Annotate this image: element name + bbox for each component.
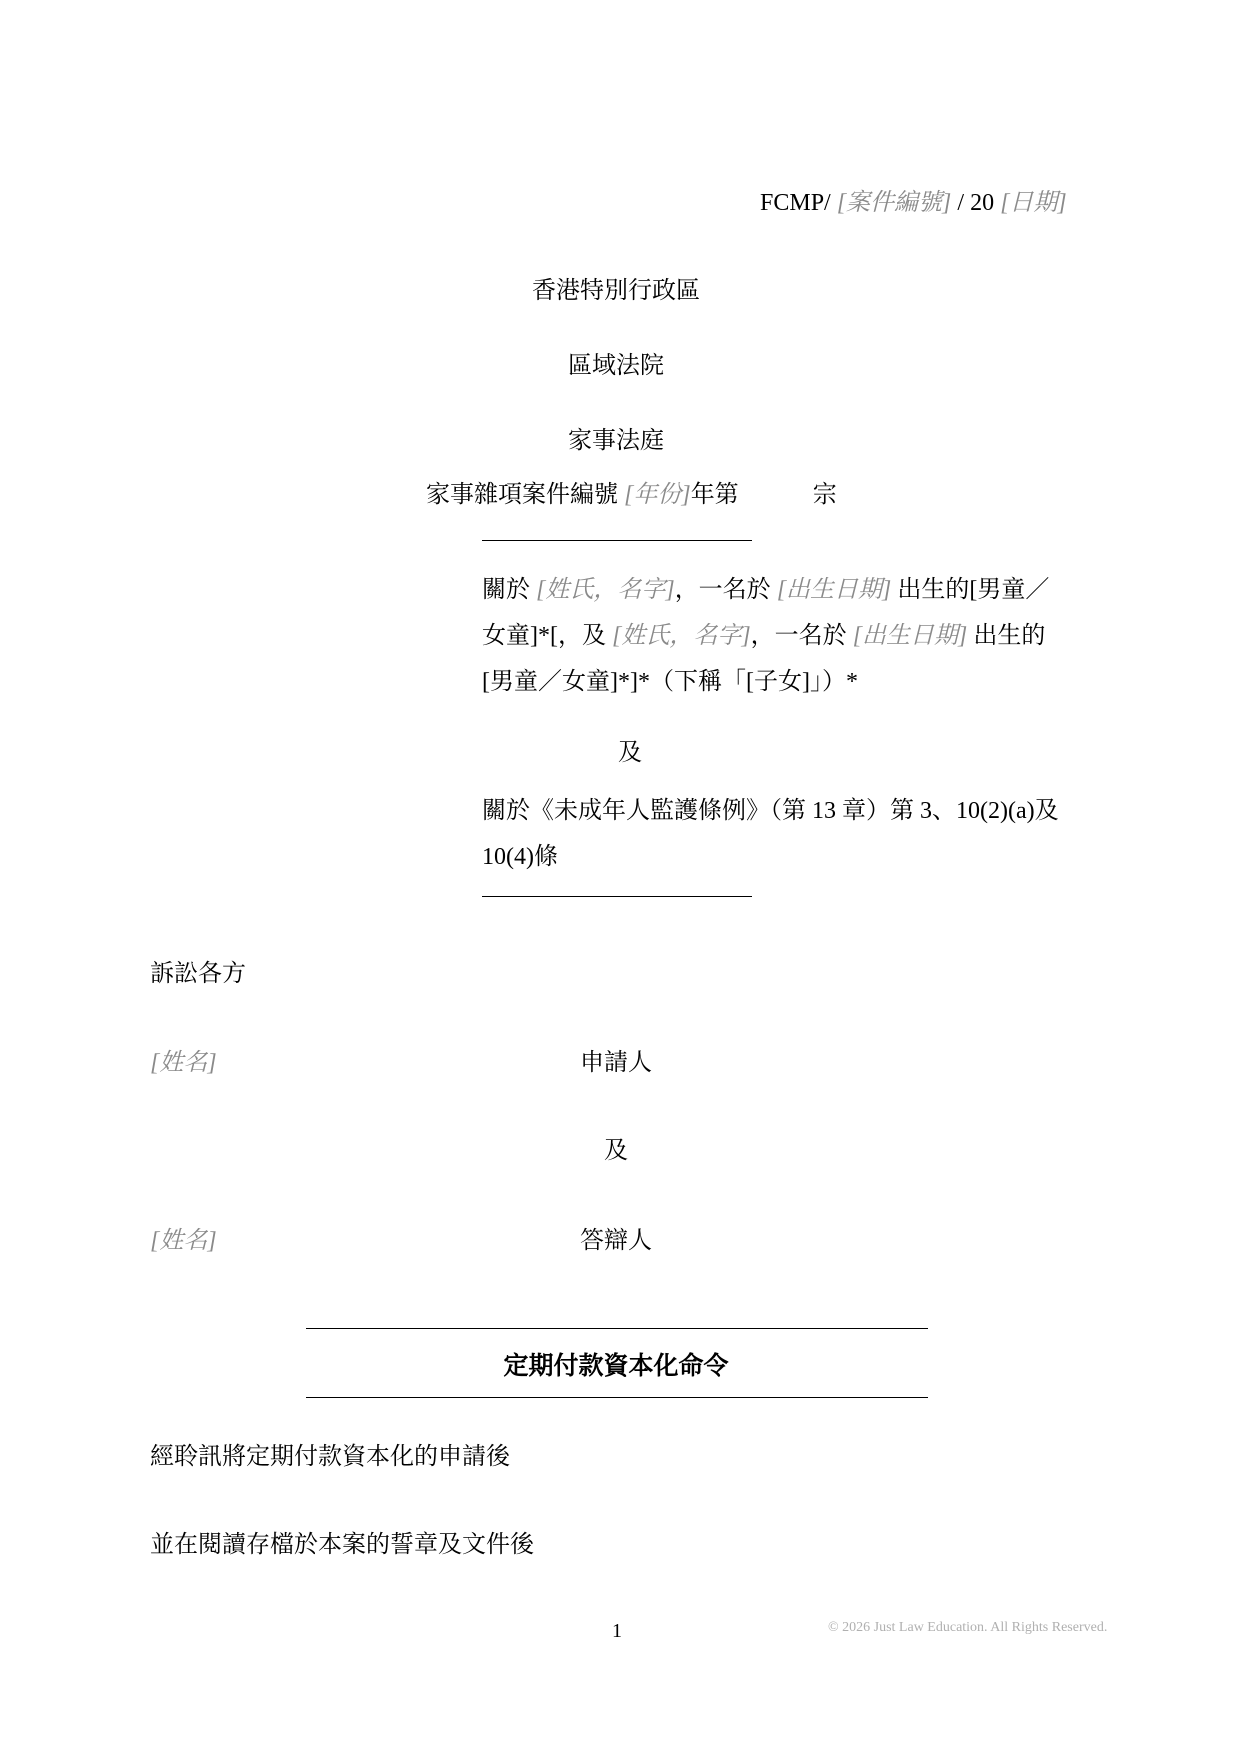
order-title: 定期付款資本化命令	[503, 1353, 729, 1380]
copyright-notice: © 2026 Just Law Education. All Rights Reserved.	[828, 1620, 1108, 1635]
child-name-placeholder: [姓氏，名字]	[536, 577, 675, 603]
applicant-label: 申請人	[580, 1050, 652, 1076]
case-number-placeholder: [案件編號]	[836, 190, 952, 216]
parties-and: 及	[604, 1138, 628, 1164]
order-line-1: 經聆訊將定期付款資本化的申請後	[150, 1444, 510, 1470]
text-child-gender: 出生的[男童／女童]*[，及	[482, 577, 1050, 649]
date-placeholder: [日期]	[1000, 190, 1067, 216]
order-line-2: 並在閱讀存檔於本案的誓章及文件後	[150, 1532, 534, 1558]
case-line-prefix: 家事雜項案件編號	[426, 482, 618, 508]
court-region: 香港特別行政區	[532, 278, 700, 304]
text-born-on-2: ，一名於	[750, 623, 847, 649]
text-born-on: ，一名於	[674, 577, 771, 603]
divider-bottom	[482, 896, 752, 897]
child2-name-placeholder: [姓氏，名字]	[611, 623, 751, 649]
year-separator: / 20	[957, 190, 995, 216]
applicant-name-placeholder: [姓名]	[150, 1050, 217, 1076]
court-name: 區域法院	[568, 353, 664, 379]
text-child2-gender: 出生的[男童／女童]*]*（下稱「[子女]」）*	[482, 623, 1046, 695]
intitulement-and: 及	[618, 740, 642, 766]
intitulement-children	[482, 567, 1072, 705]
case-number-line	[426, 474, 837, 509]
case-prefix: FCMP/	[760, 190, 831, 216]
case-reference	[760, 182, 1067, 217]
page-number: 1	[612, 1620, 622, 1642]
case-line-suffix: 年第	[690, 482, 739, 508]
child2-dob-placeholder: [出生日期]	[852, 623, 968, 649]
title-rule-bottom	[306, 1397, 928, 1398]
text-regarding: 關於	[482, 577, 530, 603]
year-placeholder: [年份]	[624, 482, 691, 508]
title-rule-top	[306, 1328, 928, 1329]
intitulement-ordinance: 關於《未成年人監護條例》（第 13 章）第 3、10(2)(a)及 10(4)條	[482, 798, 1059, 870]
respondent-label: 答辯人	[580, 1228, 652, 1254]
divider-top	[482, 540, 752, 541]
case-line-end: 宗	[812, 482, 837, 508]
child-dob-placeholder: [出生日期]	[776, 577, 892, 603]
court-division: 家事法庭	[568, 428, 664, 454]
parties-heading: 訴訟各方	[150, 961, 246, 987]
respondent-name-placeholder: [姓名]	[150, 1228, 217, 1254]
